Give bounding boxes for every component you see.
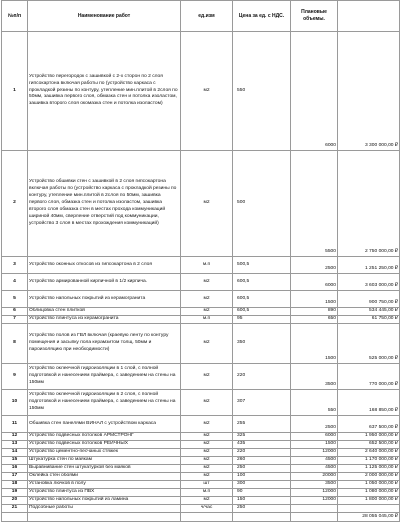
table-row bbox=[2, 274, 400, 291]
grand-total-row bbox=[2, 513, 400, 522]
row-work-name: Устройство оконных откосов из гипсокартона в 2 слоя bbox=[28, 257, 181, 274]
row-price: 600,5 bbox=[233, 274, 291, 291]
header-row bbox=[2, 1, 400, 32]
row-number: 4 bbox=[2, 274, 28, 291]
row-price: 550 bbox=[233, 32, 291, 151]
row-work-name: Устройство оклеечной гидроизоляции в 1 слой, с полной подготовкой и нанесением праймера, с заведением на стены на 150мм bbox=[28, 364, 181, 390]
row-unit: м2 bbox=[181, 473, 233, 481]
row-number: 11 bbox=[2, 416, 28, 433]
header-price: Цена за ед. с НДС. bbox=[233, 1, 291, 32]
row-price: 250 bbox=[233, 465, 291, 473]
row-volume: 6000 bbox=[291, 433, 338, 441]
row-volume: 12000 bbox=[291, 489, 338, 497]
row-number: 8 bbox=[2, 324, 28, 364]
row-work-name: Устройство подвесных потолков АРМСТРОНГ bbox=[28, 433, 181, 441]
header-unit: ед.изм bbox=[181, 1, 233, 32]
row-unit: м.п bbox=[181, 489, 233, 497]
row-total: 3 603 000,00 ₽ bbox=[338, 274, 400, 291]
row-volume: 5500 bbox=[291, 151, 338, 257]
row-number: 17 bbox=[2, 473, 28, 481]
row-volume: 6000 bbox=[291, 274, 338, 291]
row-total: 637 500,00 ₽ bbox=[338, 416, 400, 433]
row-work-name: Устройство перегородок с зашивкой с 2-х сторон по 2 слоя гипсокартона включая работы по (устройство каркаса с прокладкой резины по контуру, утепление мин.плитой в 2слоя по 50мм, зашивка первого слоя, обмазка стен и потолка изолаcтом, зашивка второго слоя окомазка стен и потолка изоластом) bbox=[28, 32, 181, 151]
row-volume: 3500 bbox=[291, 481, 338, 489]
row-number: 9 bbox=[2, 364, 28, 390]
row-unit: м2 bbox=[181, 416, 233, 433]
row-unit: м2 bbox=[181, 441, 233, 449]
row-total: 2 000 000,00 ₽ bbox=[338, 473, 400, 481]
row-number: 13 bbox=[2, 441, 28, 449]
row-work-name: Подсобные работы bbox=[28, 505, 181, 513]
row-total: 1 950 000,00 ₽ bbox=[338, 433, 400, 441]
row-unit: м2 bbox=[181, 497, 233, 505]
row-price: 250 bbox=[233, 505, 291, 513]
row-price: 325 bbox=[233, 433, 291, 441]
row-unit: м2 bbox=[181, 274, 233, 291]
row-volume: 4500 bbox=[291, 457, 338, 465]
row-total: 1 050 000,00 ₽ bbox=[338, 481, 400, 489]
row-price: 150 bbox=[233, 497, 291, 505]
table-row bbox=[2, 151, 400, 257]
row-unit: м2 bbox=[181, 449, 233, 457]
row-work-name: Устройство плинтуса из керамогранита bbox=[28, 316, 181, 324]
row-volume bbox=[291, 505, 338, 513]
row-volume: 550 bbox=[291, 390, 338, 416]
row-volume: 1500 bbox=[291, 441, 338, 449]
row-unit: м2 bbox=[181, 433, 233, 441]
row-unit: м2 bbox=[181, 390, 233, 416]
row-total: 534 445,00 ₽ bbox=[338, 308, 400, 316]
table-row bbox=[2, 465, 400, 473]
row-work-name: Устройство напольных покрытий из керамогранита bbox=[28, 291, 181, 308]
row-work-name: Устройство полов из ГВЛ включая (краевую ленту по контуру помещения и засыпку пола керамзитом толщ. 50мм и пароизоляцию при необходимости) bbox=[28, 324, 181, 364]
row-price: 307 bbox=[233, 390, 291, 416]
table-row bbox=[2, 316, 400, 324]
row-work-name: Установка лючков в полу bbox=[28, 481, 181, 489]
table-row bbox=[2, 324, 400, 364]
row-unit: шт bbox=[181, 481, 233, 489]
row-price: 500 bbox=[233, 151, 291, 257]
row-price: 435 bbox=[233, 441, 291, 449]
row-work-name: Штукатурка стен по маякам bbox=[28, 457, 181, 465]
row-total: 2 640 000,00 ₽ bbox=[338, 449, 400, 457]
row-total: 770 000,00 ₽ bbox=[338, 364, 400, 390]
row-total: 2 750 000,00 ₽ bbox=[338, 151, 400, 257]
row-volume: 650 bbox=[291, 316, 338, 324]
row-work-name: Устройство плинтуса из ПВХ bbox=[28, 489, 181, 497]
row-work-name: Обшивка стен панелями ВИНАЛ с устройством каркаса bbox=[28, 416, 181, 433]
row-number: 14 bbox=[2, 449, 28, 457]
row-number: 3 bbox=[2, 257, 28, 274]
row-work-name: Устройство обшивки стен с зашивкой в 2 слоя гипсокартона включая работы по (устройство каркаса с прокладкой резины по контуру, утепление мин.плитой в 2слоя по 50мм, зашивка первого слоя, обмазка стен и потолка изолаcтом, зашивка второго слоя обмазка стен в местах прохода коммуникаций шириной 40мм, сверление отверстий под коммуникации, устройство 3 слоя в местах прохождения коммуникаций) bbox=[28, 151, 181, 257]
row-unit: м2 bbox=[181, 291, 233, 308]
row-volume: 4500 bbox=[291, 465, 338, 473]
row-work-name: Облицовка стен плиткой bbox=[28, 308, 181, 316]
header-total bbox=[338, 1, 400, 32]
row-unit: м2 bbox=[181, 324, 233, 364]
row-price: 220 bbox=[233, 364, 291, 390]
row-price: 255 bbox=[233, 416, 291, 433]
row-total: 1 170 000,00 ₽ bbox=[338, 457, 400, 465]
table-row bbox=[2, 433, 400, 441]
table-row bbox=[2, 308, 400, 316]
row-price: 600,5 bbox=[233, 291, 291, 308]
table-row bbox=[2, 457, 400, 465]
row-number: 18 bbox=[2, 481, 28, 489]
row-number: 16 bbox=[2, 465, 28, 473]
row-number: 6 bbox=[2, 308, 28, 316]
row-volume: 2500 bbox=[291, 257, 338, 274]
table-row bbox=[2, 291, 400, 308]
row-number: 12 bbox=[2, 433, 28, 441]
row-volume: 20000 bbox=[291, 473, 338, 481]
row-number: 2 bbox=[2, 151, 28, 257]
row-number: 7 bbox=[2, 316, 28, 324]
row-price: 90 bbox=[233, 489, 291, 497]
row-total: 525 000,00 ₽ bbox=[338, 324, 400, 364]
row-unit: м2 bbox=[181, 151, 233, 257]
row-work-name: Устройство оклеечной гидроизоляции в 2 слоя, с полной подготовкой и нанесением праймера, с заведением на стены на 150мм bbox=[28, 390, 181, 416]
table-row bbox=[2, 473, 400, 481]
row-price: 220 bbox=[233, 449, 291, 457]
row-unit: м2 bbox=[181, 364, 233, 390]
table-row bbox=[2, 364, 400, 390]
table-body bbox=[2, 32, 400, 513]
row-work-name: Оклейка стен обоями bbox=[28, 473, 181, 481]
row-number: 5 bbox=[2, 291, 28, 308]
row-total: 1 080 000,00 ₽ bbox=[338, 489, 400, 497]
grand-total: 28 055 045,00 ₽ bbox=[338, 513, 400, 522]
row-total bbox=[338, 505, 400, 513]
row-volume: 3500 bbox=[291, 364, 338, 390]
table-row bbox=[2, 505, 400, 513]
row-number: 19 bbox=[2, 489, 28, 497]
row-volume: 1500 bbox=[291, 324, 338, 364]
row-number: 15 bbox=[2, 457, 28, 465]
row-total: 3 300 000,00 ₽ bbox=[338, 32, 400, 151]
header-num: №п/п bbox=[2, 1, 28, 32]
table-row bbox=[2, 441, 400, 449]
row-volume: 12000 bbox=[291, 497, 338, 505]
row-number: 21 bbox=[2, 505, 28, 513]
row-price: 95 bbox=[233, 316, 291, 324]
row-total: 1 251 250,00 ₽ bbox=[338, 257, 400, 274]
row-volume: 6000 bbox=[291, 32, 338, 151]
table-row bbox=[2, 390, 400, 416]
row-volume: 1500 bbox=[291, 291, 338, 308]
row-volume: 2500 bbox=[291, 416, 338, 433]
row-work-name: Выравнивание стен штукатуркой без маяков bbox=[28, 465, 181, 473]
header-volume: Плановые объемы. bbox=[291, 1, 338, 32]
row-total: 61 750,00 ₽ bbox=[338, 316, 400, 324]
table-row bbox=[2, 489, 400, 497]
table-row bbox=[2, 449, 400, 457]
row-unit: м.п bbox=[181, 316, 233, 324]
row-number: 1 bbox=[2, 32, 28, 151]
row-work-name: Устройство цементно-песчаных стяжек bbox=[28, 449, 181, 457]
row-volume: 12000 bbox=[291, 449, 338, 457]
row-price: 300 bbox=[233, 481, 291, 489]
row-price: 600,5 bbox=[233, 308, 291, 316]
header-name: Наименование работ bbox=[28, 1, 181, 32]
row-unit: ч/час bbox=[181, 505, 233, 513]
row-unit: м2 bbox=[181, 32, 233, 151]
row-total: 652 500,00 ₽ bbox=[338, 441, 400, 449]
row-unit: м2 bbox=[181, 308, 233, 316]
row-work-name: Устройство армированной кирпичной в 1/2 кирпича. bbox=[28, 274, 181, 291]
row-unit: м2 bbox=[181, 465, 233, 473]
table-row bbox=[2, 257, 400, 274]
table-row bbox=[2, 32, 400, 151]
row-total: 1 125 000,00 ₽ bbox=[338, 465, 400, 473]
row-work-name: Устройство подвесных потолков РЕЙЧНЫХ bbox=[28, 441, 181, 449]
row-price: 260 bbox=[233, 457, 291, 465]
row-price: 500,5 bbox=[233, 257, 291, 274]
works-table bbox=[1, 0, 400, 522]
table-row bbox=[2, 416, 400, 433]
row-total: 1 800 000,00 ₽ bbox=[338, 497, 400, 505]
row-total: 900 750,00 ₽ bbox=[338, 291, 400, 308]
row-unit: м.п bbox=[181, 257, 233, 274]
row-price: 100 bbox=[233, 473, 291, 481]
row-price: 350 bbox=[233, 324, 291, 364]
row-total: 168 850,00 ₽ bbox=[338, 390, 400, 416]
row-work-name: Устройство напольных покрытий из ламина bbox=[28, 497, 181, 505]
row-number: 10 bbox=[2, 390, 28, 416]
row-number: 20 bbox=[2, 497, 28, 505]
table-row bbox=[2, 497, 400, 505]
table-row bbox=[2, 481, 400, 489]
row-unit: м2 bbox=[181, 457, 233, 465]
row-volume: 890 bbox=[291, 308, 338, 316]
